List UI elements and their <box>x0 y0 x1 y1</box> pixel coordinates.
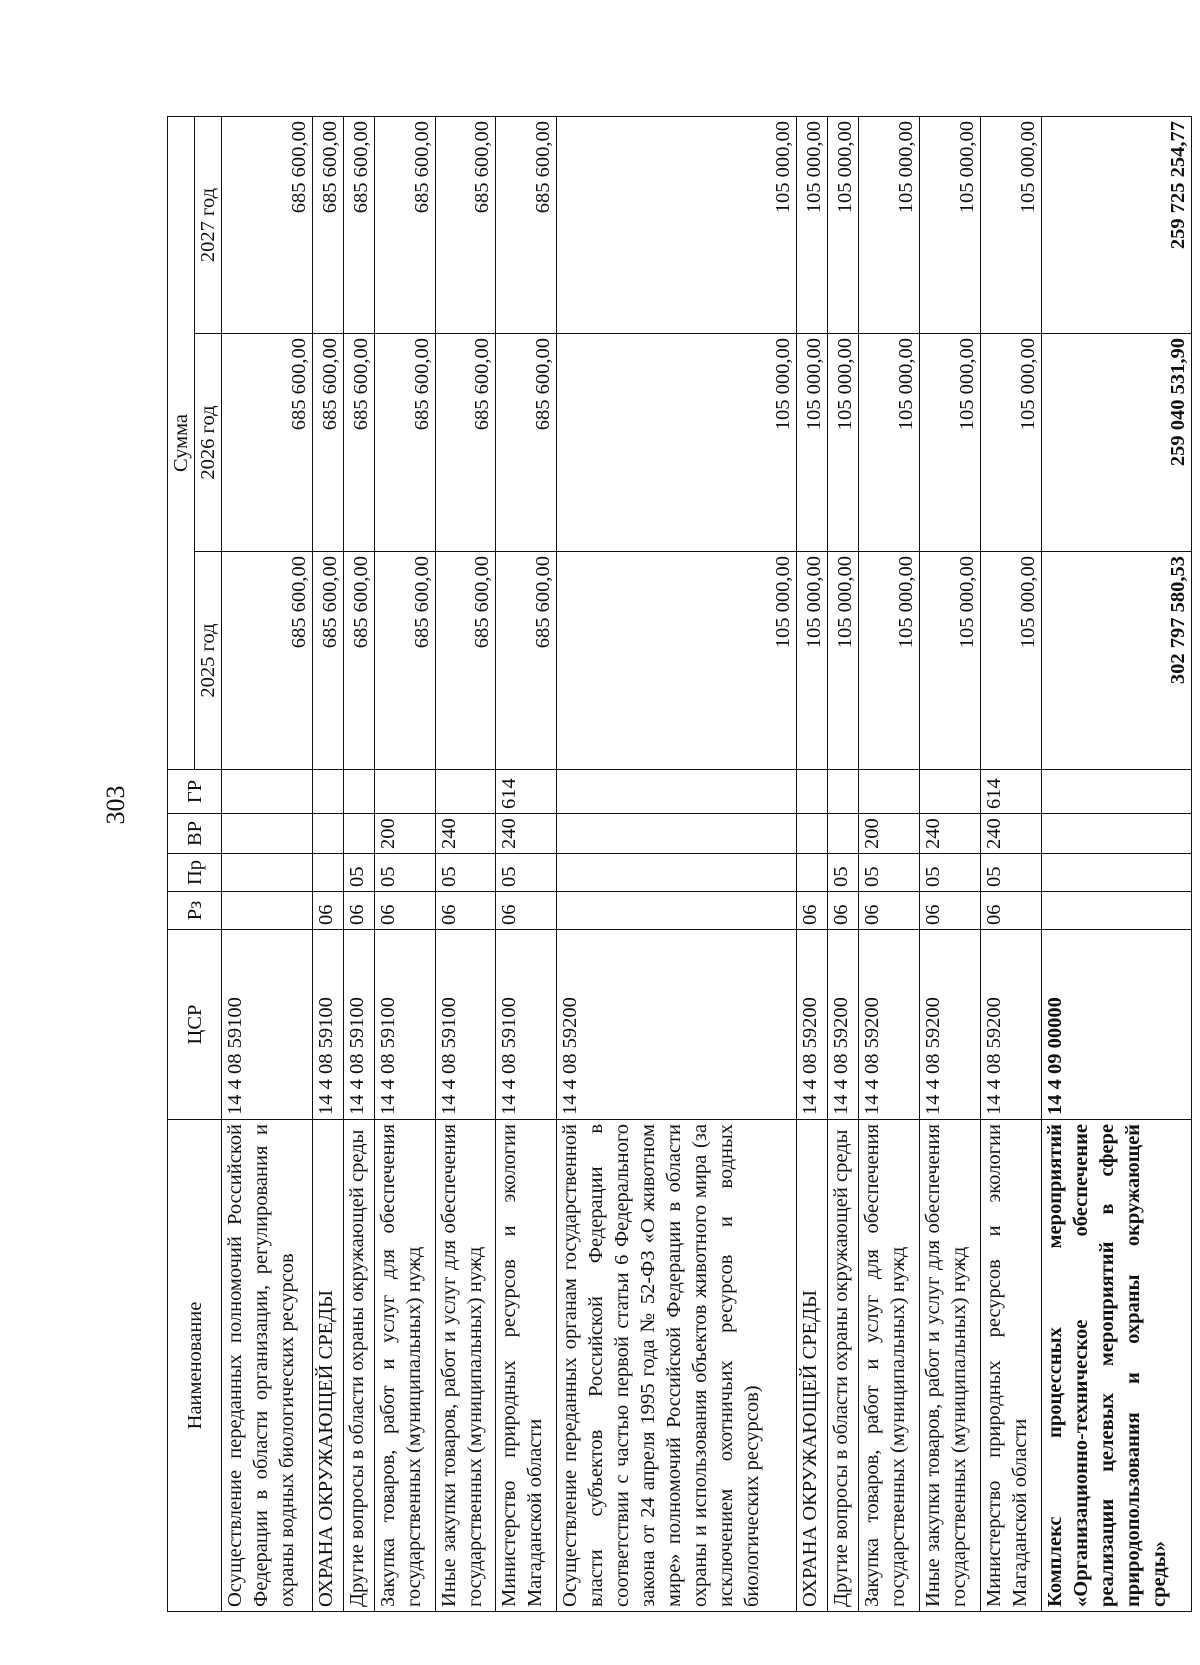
cell-pr <box>1041 854 1191 892</box>
cell-rz: 06 <box>919 892 980 930</box>
cell-y2027: 105 000,00 <box>828 116 859 333</box>
cell-vr: 200 <box>374 814 435 854</box>
cell-pr: 05 <box>859 854 920 892</box>
cell-gr <box>374 770 435 814</box>
cell-y2027: 685 600,00 <box>374 116 435 333</box>
cell-gr <box>557 770 797 814</box>
cell-gr <box>828 770 859 814</box>
cell-name: Осуществление переданных полномочий Российской Федерации в области организации, регулирования и охраны водных биологических ресурсов <box>222 1120 313 1612</box>
cell-vr <box>343 814 374 854</box>
cell-name: Другие вопросы в области охраны окружающей среды <box>828 1120 859 1612</box>
rotated-table-container <box>167 117 1192 1612</box>
cell-y2026: 105 000,00 <box>797 334 828 552</box>
table-row <box>828 116 859 1611</box>
cell-y2026: 685 600,00 <box>435 334 496 552</box>
cell-vr: 200 <box>859 814 920 854</box>
cell-gr <box>435 770 496 814</box>
cell-name: Закупка товаров, работ и услуг для обеспечения государственных (муниципальных) нужд <box>374 1120 435 1612</box>
cell-y2025: 685 600,00 <box>222 552 313 770</box>
cell-csr: 14 4 08 59100 <box>435 930 496 1120</box>
table-row <box>797 116 828 1611</box>
cell-vr: 240 <box>980 814 1041 854</box>
cell-name: Закупка товаров, работ и услуг для обеспечения государственных (муниципальных) нужд <box>859 1120 920 1612</box>
cell-y2026: 685 600,00 <box>374 334 435 552</box>
cell-gr <box>919 770 980 814</box>
cell-name: Министерство природных ресурсов и экологии Магаданской области <box>496 1120 557 1612</box>
cell-pr: 05 <box>828 854 859 892</box>
cell-y2026: 685 600,00 <box>222 334 313 552</box>
cell-y2025: 105 000,00 <box>919 552 980 770</box>
cell-name: Министерство природных ресурсов и экологии Магаданской области <box>980 1120 1041 1612</box>
table-row <box>1041 116 1191 1611</box>
cell-csr: 14 4 08 59200 <box>828 930 859 1120</box>
cell-rz: 06 <box>374 892 435 930</box>
table-row <box>222 116 313 1611</box>
cell-rz: 06 <box>980 892 1041 930</box>
cell-y2027: 105 000,00 <box>859 116 920 333</box>
cell-y2027: 685 600,00 <box>496 116 557 333</box>
header-vr: ВР <box>168 814 222 854</box>
cell-rz <box>557 892 797 930</box>
cell-csr: 14 4 08 59100 <box>312 930 343 1120</box>
cell-gr <box>1041 770 1191 814</box>
cell-y2026: 105 000,00 <box>919 334 980 552</box>
cell-pr: 05 <box>496 854 557 892</box>
cell-gr <box>222 770 313 814</box>
cell-y2027: 685 600,00 <box>435 116 496 333</box>
cell-y2025: 685 600,00 <box>496 552 557 770</box>
cell-vr: 240 <box>919 814 980 854</box>
cell-csr: 14 4 08 59100 <box>343 930 374 1120</box>
table-row <box>859 116 920 1611</box>
cell-y2026: 259 040 531,90 <box>1041 334 1191 552</box>
budget-table <box>167 116 1192 1612</box>
table-body <box>222 116 1192 1611</box>
cell-y2027: 105 000,00 <box>797 116 828 333</box>
header-gr: ГР <box>168 770 222 814</box>
cell-rz: 06 <box>496 892 557 930</box>
table-row <box>374 116 435 1611</box>
cell-y2027: 685 600,00 <box>312 116 343 333</box>
cell-rz: 06 <box>343 892 374 930</box>
cell-csr: 14 4 08 59200 <box>797 930 828 1120</box>
cell-vr <box>222 814 313 854</box>
cell-y2025: 105 000,00 <box>557 552 797 770</box>
cell-rz: 06 <box>312 892 343 930</box>
cell-vr: 240 <box>496 814 557 854</box>
cell-rz: 06 <box>828 892 859 930</box>
cell-gr <box>343 770 374 814</box>
cell-name: Осуществление переданных органам государственной власти субъектов Российской Федерации в соответствии с частью первой статьи 6 Федерального закона от 24 апреля 1995 года № 52-ФЗ «О животном мире» полномочий Российской Федерации в области охраны и использования объектов животного мира (за исключением охотничьих ресурсов и водных биологических ресурсов) <box>557 1120 797 1612</box>
cell-y2027: 105 000,00 <box>919 116 980 333</box>
cell-csr: 14 4 08 59100 <box>222 930 313 1120</box>
header-pr: Пр <box>168 854 222 892</box>
cell-y2026: 685 600,00 <box>496 334 557 552</box>
header-2026: 2026 год <box>195 334 222 552</box>
cell-pr <box>797 854 828 892</box>
cell-y2025: 105 000,00 <box>828 552 859 770</box>
cell-rz: 06 <box>859 892 920 930</box>
page-number: 303 <box>101 785 130 825</box>
cell-y2026: 685 600,00 <box>312 334 343 552</box>
cell-name: ОХРАНА ОКРУЖАЮЩЕЙ СРЕДЫ <box>312 1120 343 1612</box>
cell-csr: 14 4 09 00000 <box>1041 930 1191 1120</box>
cell-y2025: 685 600,00 <box>343 552 374 770</box>
cell-y2025: 685 600,00 <box>374 552 435 770</box>
cell-y2026: 105 000,00 <box>557 334 797 552</box>
cell-y2026: 105 000,00 <box>980 334 1041 552</box>
cell-y2027: 105 000,00 <box>980 116 1041 333</box>
cell-y2025: 105 000,00 <box>980 552 1041 770</box>
cell-pr <box>312 854 343 892</box>
cell-vr <box>797 814 828 854</box>
cell-y2025: 685 600,00 <box>312 552 343 770</box>
cell-name: Другие вопросы в области охраны окружающей среды <box>343 1120 374 1612</box>
table-row <box>980 116 1041 1611</box>
cell-csr: 14 4 08 59200 <box>557 930 797 1120</box>
cell-y2027: 685 600,00 <box>222 116 313 333</box>
table-row <box>435 116 496 1611</box>
cell-vr: 240 <box>435 814 496 854</box>
cell-gr: 614 <box>496 770 557 814</box>
cell-y2026: 105 000,00 <box>859 334 920 552</box>
header-sum: Сумма <box>168 116 195 769</box>
cell-y2025: 105 000,00 <box>797 552 828 770</box>
cell-csr: 14 4 08 59100 <box>496 930 557 1120</box>
cell-name: Комплекс процессных мероприятий «Организационно-техническое обеспечение реализации целевых мероприятий в сфере природопользования и охраны окружающей среды» <box>1041 1120 1191 1612</box>
header-2025: 2025 год <box>195 552 222 770</box>
cell-gr <box>859 770 920 814</box>
table-row <box>557 116 797 1611</box>
cell-csr: 14 4 08 59200 <box>919 930 980 1120</box>
cell-y2027: 259 725 254,77 <box>1041 116 1191 333</box>
cell-rz: 06 <box>797 892 828 930</box>
cell-vr <box>312 814 343 854</box>
header-2027: 2027 год <box>195 116 222 333</box>
cell-gr: 614 <box>980 770 1041 814</box>
header-name: Наименование <box>168 1120 222 1612</box>
cell-csr: 14 4 08 59200 <box>859 930 920 1120</box>
cell-pr: 05 <box>980 854 1041 892</box>
cell-pr: 05 <box>343 854 374 892</box>
cell-name: Иные закупки товаров, работ и услуг для обеспечения государственных (муниципальных) нужд <box>919 1120 980 1612</box>
cell-pr: 05 <box>919 854 980 892</box>
header-rz: Рз <box>168 892 222 930</box>
cell-y2027: 685 600,00 <box>343 116 374 333</box>
cell-name: ОХРАНА ОКРУЖАЮЩЕЙ СРЕДЫ <box>797 1120 828 1612</box>
cell-y2025: 105 000,00 <box>859 552 920 770</box>
cell-y2025: 302 797 580,53 <box>1041 552 1191 770</box>
cell-pr <box>557 854 797 892</box>
cell-csr: 14 4 08 59200 <box>980 930 1041 1120</box>
table-row <box>343 116 374 1611</box>
cell-vr <box>1041 814 1191 854</box>
table-row <box>919 116 980 1611</box>
cell-vr <box>557 814 797 854</box>
cell-name: Иные закупки товаров, работ и услуг для обеспечения государственных (муниципальных) нужд <box>435 1120 496 1612</box>
cell-y2027: 105 000,00 <box>557 116 797 333</box>
cell-y2025: 685 600,00 <box>435 552 496 770</box>
cell-vr <box>828 814 859 854</box>
table-row <box>496 116 557 1611</box>
cell-pr: 05 <box>374 854 435 892</box>
cell-rz <box>222 892 313 930</box>
cell-pr: 05 <box>435 854 496 892</box>
cell-pr <box>222 854 313 892</box>
cell-csr: 14 4 08 59100 <box>374 930 435 1120</box>
cell-gr <box>797 770 828 814</box>
table-row <box>312 116 343 1611</box>
cell-rz <box>1041 892 1191 930</box>
cell-rz: 06 <box>435 892 496 930</box>
cell-gr <box>312 770 343 814</box>
header-csr: ЦСР <box>168 930 222 1120</box>
cell-y2026: 105 000,00 <box>828 334 859 552</box>
cell-y2026: 685 600,00 <box>343 334 374 552</box>
